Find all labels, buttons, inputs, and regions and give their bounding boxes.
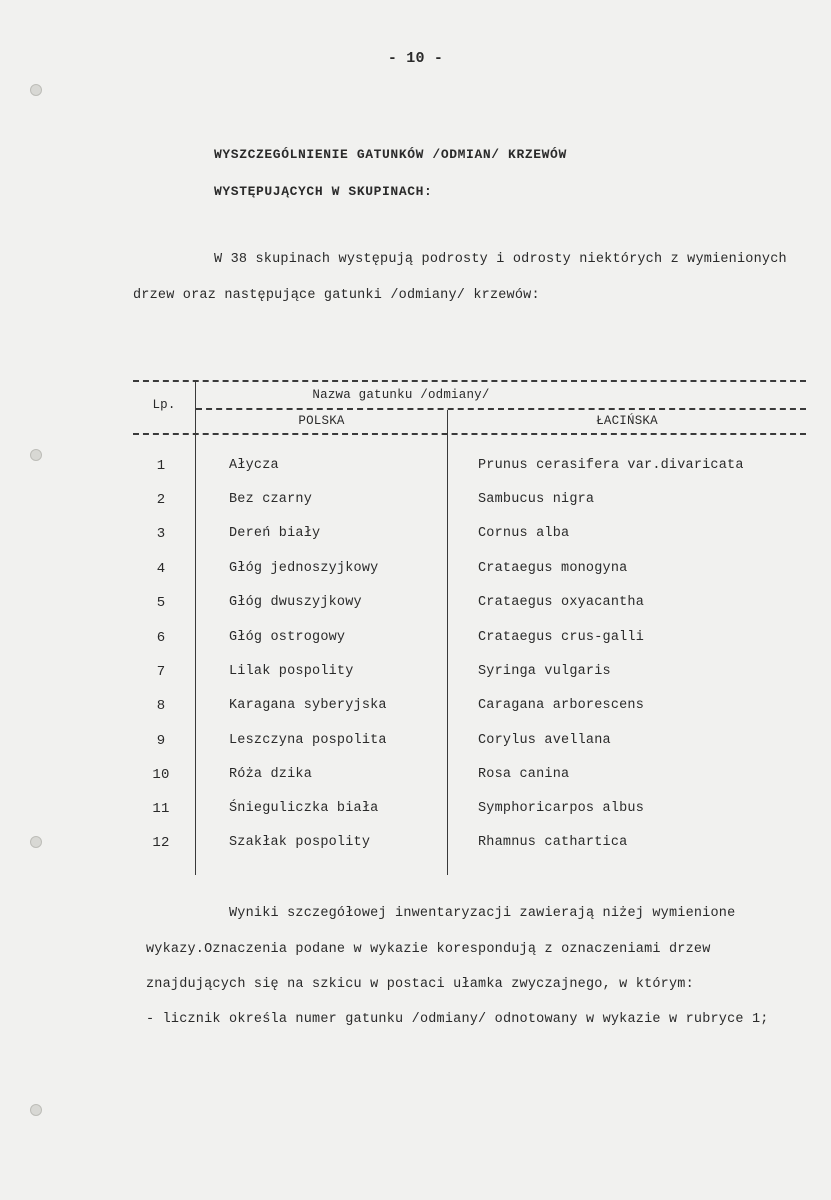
table-name-divider xyxy=(447,410,448,875)
results-line2: wykazy.Oznaczenia podane w wykazie korespondują z oznaczeniami drzew xyxy=(146,942,711,957)
latin-name: Crataegus monogyna xyxy=(478,561,628,576)
polish-name: Róża dzika xyxy=(229,767,313,782)
polish-name: Śnieguliczka biała xyxy=(229,801,379,816)
intro-line1: W 38 skupinach występują podrosty i odrosty niektórych z wymienionych xyxy=(214,252,787,267)
column-header-latin: ŁACIŃSKA xyxy=(596,414,658,428)
header-bottom-rule xyxy=(133,433,806,435)
polish-name: Karagana syberyjska xyxy=(229,698,387,713)
page-number: - 10 - xyxy=(387,50,444,67)
polish-name: Leszczyna pospolita xyxy=(229,733,387,748)
row-number: 10 xyxy=(152,767,170,783)
polish-name: Głóg jednoszyjkowy xyxy=(229,561,379,576)
latin-name: Crataegus crus-galli xyxy=(478,630,645,645)
polish-name: Ałycza xyxy=(229,458,279,473)
row-number: 3 xyxy=(156,526,166,542)
results-line3: znajdujących się na szkicu w postaci ułamka zwyczajnego, w którym: xyxy=(146,977,694,992)
results-line4: - licznik określa numer gatunku /odmiany/ odnotowany w wykazie w rubryce 1; xyxy=(146,1012,769,1027)
polish-name: Głóg dwuszyjkowy xyxy=(229,595,362,610)
latin-name: Caragana arborescens xyxy=(478,698,645,713)
latin-name: Prunus cerasifera var.divaricata xyxy=(478,458,744,473)
row-number: 9 xyxy=(156,733,166,749)
punch-hole-bottom xyxy=(30,1104,42,1116)
latin-name: Rosa canina xyxy=(478,767,570,782)
row-number: 12 xyxy=(152,835,170,851)
latin-name: Corylus avellana xyxy=(478,733,611,748)
table-lp-divider xyxy=(195,380,196,875)
row-number: 5 xyxy=(156,595,166,611)
section-heading-line2: WYSTĘPUJĄCYCH W SKUPINACH: xyxy=(214,184,433,199)
latin-name: Sambucus nigra xyxy=(478,492,595,507)
row-number: 6 xyxy=(156,630,166,646)
intro-line2: drzew oraz następujące gatunki /odmiany/ krzewów: xyxy=(133,288,540,303)
punch-hole-top xyxy=(30,84,42,96)
latin-name: Symphoricarpos albus xyxy=(478,801,645,816)
column-header-polish: POLSKA xyxy=(298,414,345,428)
latin-name: Rhamnus cathartica xyxy=(478,835,628,850)
column-header-name: Nazwa gatunku /odmiany/ xyxy=(312,388,490,402)
section-heading-line1: WYSZCZEGÓLNIENIE GATUNKÓW /ODMIAN/ KRZEWÓW xyxy=(214,147,567,162)
row-number: 11 xyxy=(152,801,170,817)
polish-name: Bez czarny xyxy=(229,492,313,507)
row-number: 8 xyxy=(156,698,166,714)
row-number: 4 xyxy=(156,561,166,577)
row-number: 2 xyxy=(156,492,166,508)
column-header-lp: Lp. xyxy=(152,398,176,412)
header-mid-rule xyxy=(196,408,806,410)
polish-name: Lilak pospolity xyxy=(229,664,354,679)
polish-name: Głóg ostrogowy xyxy=(229,630,346,645)
table-top-rule xyxy=(133,380,806,382)
latin-name: Cornus alba xyxy=(478,526,570,541)
row-number: 7 xyxy=(156,664,166,680)
polish-name: Szakłak pospolity xyxy=(229,835,371,850)
polish-name: Dereń biały xyxy=(229,526,321,541)
punch-hole-lower xyxy=(30,836,42,848)
latin-name: Crataegus oxyacantha xyxy=(478,595,645,610)
row-number: 1 xyxy=(156,458,166,474)
punch-hole-middle xyxy=(30,449,42,461)
results-line1: Wyniki szczegółowej inwentaryzacji zawierają niżej wymienione xyxy=(229,906,736,921)
latin-name: Syringa vulgaris xyxy=(478,664,611,679)
